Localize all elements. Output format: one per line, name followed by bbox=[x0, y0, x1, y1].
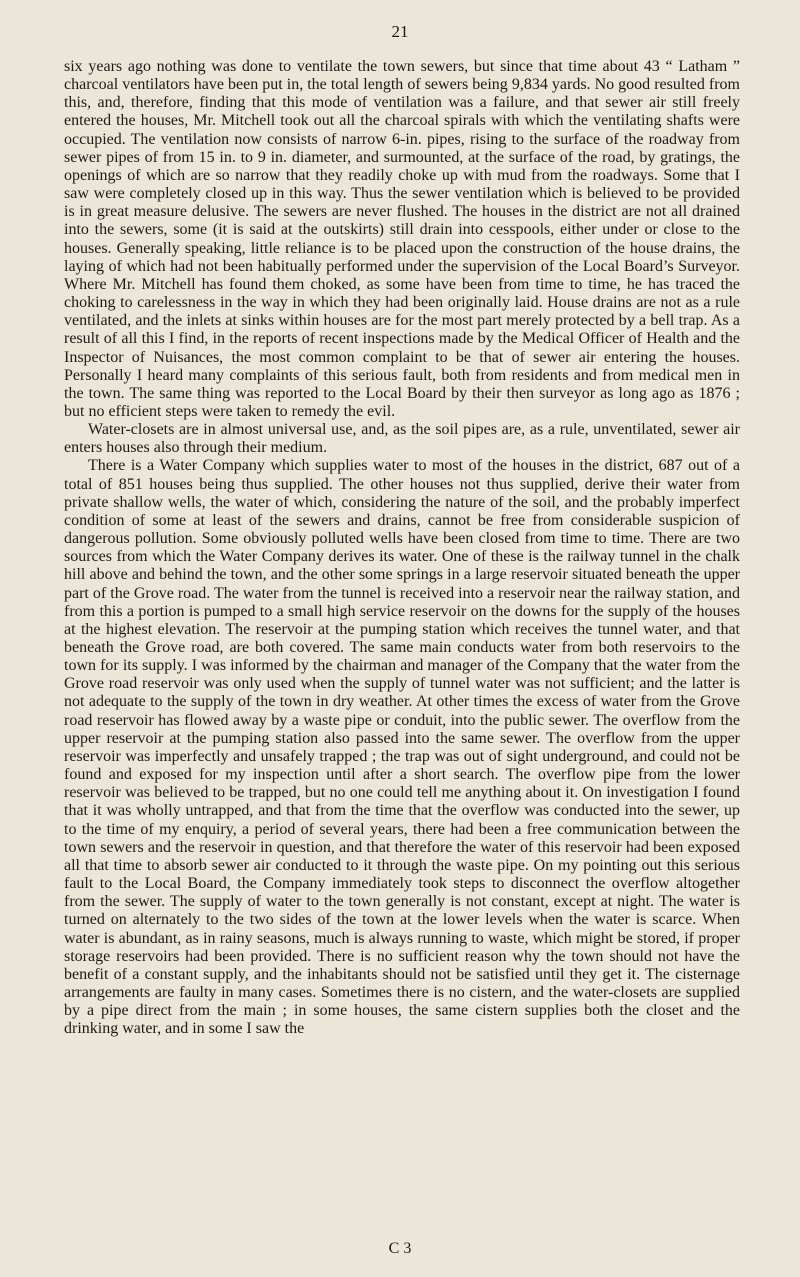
paragraph-sewer-ventilation: six years ago nothing was done to ventilate the town sewers, but since that time about 43 “ Latham ” charcoal ventilators have been put in, the total length of sewers being 9,834 yards. No good resulted from this, and, therefore, finding that this mode of ventilation was a failure, and that sewer air still freely entered the houses, Mr. Mitchell took out all the charcoal spirals with which the ventilating shafts were occupied. The ventilation now consists of narrow 6-in. pipes, rising to the surface of the roadway from sewer pipes of from 15 in. to 9 in. diameter, and surmounted, at the surface of the road, by gratings, the openings of which are so narrow that they readily choke up with mud from the roadways. Some that I saw were completely closed up in this way. Thus the sewer ventilation which is believed to be provided is in great measure delusive. The sewers are never flushed. The houses in the district are not all drained into the sewers, some (it is said at the outskirts) still drain into cesspools, either under or close to the houses. Generally speaking, little reliance is to be placed upon the construction of the house drains, the laying of which had not been habitually performed under the supervision of the Local Board’s Surveyor. Where Mr. Mitchell has found them choked, as some have been from time to time, he has traced the choking to carelessness in the way in which they had been originally laid. House drains are not as a rule ventilated, and the inlets at sinks within houses are for the most part merely protected by a bell trap. As a result of all this I find, in the reports of recent inspections made by the Medical Officer of Health and the Inspector of Nuisances, the most common complaint to be that of sewer air entering the houses. Personally I heard many complaints of this serious fault, both from residents and from medical men in the town. The same thing was reported to the Local Board by their then surveyor as long ago as 1876 ; but no efficient steps were taken to remedy the evil. bbox=[64, 58, 740, 420]
paragraph-water-supply: There is a Water Company which supplies water to most of the houses in the district, 687 out of a total of 851 houses being thus supplied. The other houses not thus supplied, derive their water from private shallow wells, the water of which, considering the nature of the soil, and the probably imperfect condition of some at least of the sewers and drains, cannot be free from considerable suspicion of dangerous pollution. Some obviously polluted wells have been closed from time to time. There are two sources from which the Water Company derives its water. One of these is the railway tunnel in the chalk hill above and behind the town, and the other some springs in a large reservoir situated beneath the upper part of the Grove road. The water from the tunnel is received into a reservoir near the railway station, and from this a portion is pumped to a small high service reservoir on the downs for the supply of the houses at the highest elevation. The reservoir at the pumping station which receives the tunnel water, and that beneath the Grove road, are both covered. The same main conducts water from both reservoirs to the town for its supply. I was informed by the chairman and manager of the Company that the water from the Grove road reservoir was only used when the supply of tunnel water was not sufficient; and the latter is not adequate to the supply of the town in dry weather. At other times the excess of water from the Grove road reservoir has flowed away by a waste pipe or conduit, into the public sewer. The overflow from the upper reservoir at the pumping station also passed into the same sewer. The overflow from the upper reservoir was imperfectly and unsafely trapped ; the trap was out of sight underground, and could not be found and exposed for my inspection until after a short search. The overflow pipe from the lower reservoir was believed to be trapped, but no one could tell me anything about it. On investigation I found that it was wholly untrapped, and that from the time that the overflow was conducted into the sewer, up to the time of my enquiry, a period of several years, there had been a free communication between the town sewers and the reservoir in question, and that therefore the water of this reservoir had been exposed all that time to absorb sewer air conducted to it through the waste pipe. On my pointing out this serious fault to the Local Board, the Company immediately took steps to disconnect the overflow altogether from the sewer. The supply of water to the town generally is not constant, except at night. The water is turned on alternately to the two sides of the town at the lower levels when the water is scarce. When water is abundant, as in rainy seasons, much is always running to waste, which might be stored, if proper storage reservoirs had been provided. There is no sufficient reason why the town should not have the benefit of a constant supply, and the inhabitants should not be satisfied until they get it. The cisternage arrangements are faulty in many cases. Sometimes there is no cistern, and the water-closets are supplied by a pipe direct from the main ; in some houses, the same cistern supplies both the closet and the drinking water, and in some I saw the bbox=[64, 457, 740, 1038]
printer-signature-mark: C 3 bbox=[388, 1240, 412, 1257]
body-text bbox=[64, 58, 740, 1038]
paragraph-water-closets: Water-closets are in almost universal use, and, as the soil pipes are, as a rule, unventilated, sewer air enters houses also through their medium. bbox=[64, 421, 740, 457]
page-number: 21 bbox=[391, 22, 409, 41]
